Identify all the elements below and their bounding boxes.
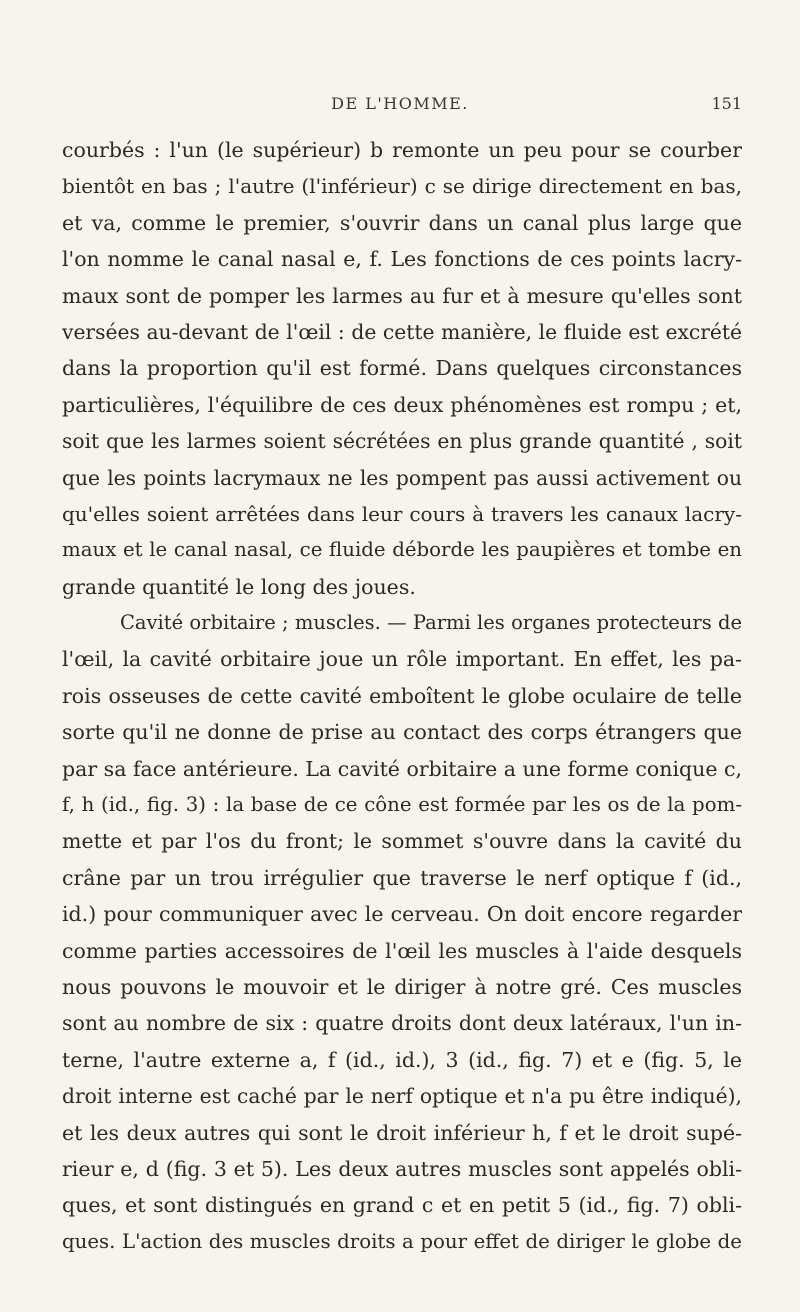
text-line: terne, l'autre externe a, f (id., id.), 3 (id., fig. 7) et e (fig. 5, le [62, 1047, 742, 1072]
text-line: f, h (id., fig. 3) : la base de ce cône est formée par les os de la pom- [62, 793, 742, 817]
text-line: maux sont de pomper les larmes au fur et à mesure qu'elles sont [62, 283, 742, 308]
text-line: courbés : l'un (le supérieur) b remonte un peu pour se courber [62, 138, 742, 162]
text-line: nous pouvons le mouvoir et le diriger à notre gré. Ces muscles [62, 974, 742, 999]
running-title: DE L'HOMME. [331, 94, 469, 113]
text-line: rois osseuses de cette cavité emboîtent le globe oculaire de telle [62, 683, 742, 708]
text-line: et les deux autres qui sont le droit inférieur h, f et le droit supé- [62, 1120, 742, 1145]
text-line: dans la proportion qu'il est formé. Dans quelques circonstances [62, 356, 742, 381]
text-line: droit interne est caché par le nerf optique et n'a pu être indiqué), [62, 1084, 742, 1109]
text-line: l'on nomme le canal nasal e, f. Les fonctions de ces points lacry- [62, 247, 742, 272]
text-line: ques, et sont distingués en grand c et en petit 5 (id., fig. 7) obli- [62, 1193, 742, 1218]
text-line: que les points lacrymaux ne les pompent pas aussi activement ou [62, 465, 742, 490]
text-line: par sa face antérieure. La cavité orbitaire a une forme conique c, [62, 756, 742, 781]
text-line: grande quantité le long des joues. [62, 574, 416, 599]
text-line: qu'elles soient arrêtées dans leur cours à travers les canaux lacry- [62, 501, 742, 526]
text-line: soit que les larmes soient sécrétées en plus grande quantité , soit [62, 429, 742, 454]
text-line: comme parties accessoires de l'œil les muscles à l'aide desquels [62, 938, 742, 963]
body-text [62, 132, 742, 1260]
text-line: maux et le canal nasal, ce fluide déborde les paupières et tombe en [62, 538, 742, 562]
page-number: 151 [711, 94, 742, 113]
text-line: particulières, l'équilibre de ces deux phénomènes est rompu ; et, [62, 392, 742, 417]
text-line: sont au nombre de six : quatre droits dont deux latéraux, l'un in- [62, 1011, 742, 1036]
text-line: crâne par un trou irrégulier que traverse le nerf optique f (id., [62, 865, 742, 890]
text-line: bientôt en bas ; l'autre (l'inférieur) c se dirige directement en bas, [62, 174, 742, 199]
text-line: l'œil, la cavité orbitaire joue un rôle important. En effet, les pa- [62, 647, 742, 672]
text-line: et va, comme le premier, s'ouvrir dans un canal plus large que [62, 210, 742, 235]
text-line: rieur e, d (fig. 3 et 5). Les deux autres muscles sont appelés obli- [62, 1156, 742, 1181]
text-line: mette et par l'os du front; le sommet s'ouvre dans la cavité du [62, 829, 742, 854]
running-head [0, 94, 800, 118]
text-line: sorte qu'il ne donne de prise au contact des corps étrangers que [62, 720, 742, 745]
section-heading-line: Cavité orbitaire ; muscles. — Parmi les organes protecteurs de [120, 611, 742, 635]
text-line: id.) pour communiquer avec le cerveau. On doit encore regarder [62, 902, 742, 927]
text-line: ques. L'action des muscles droits a pour effet de diriger le globe de [62, 1229, 742, 1253]
text-line: versées au-devant de l'œil : de cette manière, le fluide est excrété [62, 319, 742, 344]
